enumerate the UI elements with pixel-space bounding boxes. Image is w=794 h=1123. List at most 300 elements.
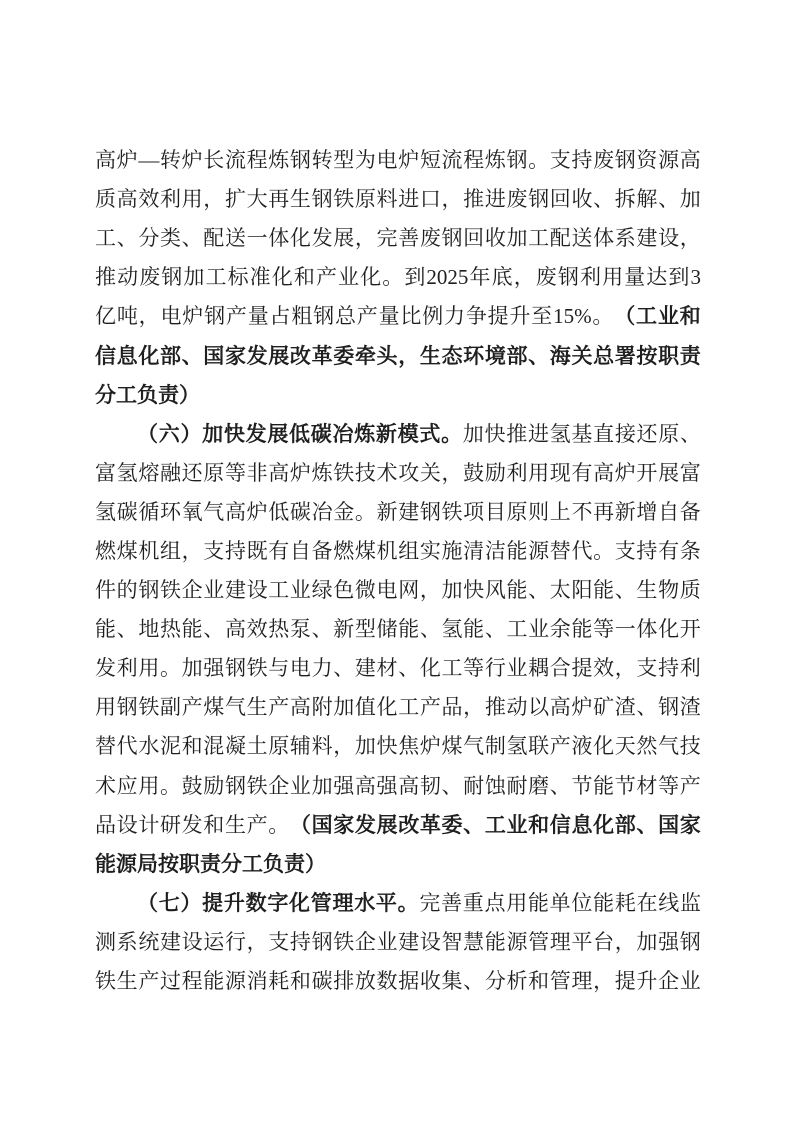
text-char: 机 bbox=[138, 538, 160, 563]
text-char: 用 bbox=[95, 695, 116, 720]
text-char: 加 bbox=[183, 265, 205, 290]
text-char: 强 bbox=[203, 656, 225, 681]
text-char: 废 bbox=[419, 226, 441, 251]
text-char: 气 bbox=[463, 734, 485, 759]
bold-text-char: 责 bbox=[284, 851, 305, 876]
text-char: 加 bbox=[181, 656, 203, 681]
text-char: 力 bbox=[444, 304, 465, 329]
text-char: ， bbox=[441, 460, 463, 485]
text-char: 产 bbox=[225, 304, 247, 329]
text-char: 收 bbox=[419, 969, 441, 994]
bold-text-char: 加 bbox=[202, 421, 224, 446]
text-char: 研 bbox=[159, 812, 181, 837]
bold-text-char: 发 bbox=[245, 421, 267, 446]
text-char: ， bbox=[593, 969, 615, 994]
text-char: 快 bbox=[463, 578, 485, 603]
text-line bbox=[95, 219, 701, 258]
text-char: 资 bbox=[636, 148, 658, 173]
text-char: ， bbox=[614, 929, 636, 954]
text-line bbox=[95, 180, 701, 219]
bold-text-char: 革 bbox=[419, 812, 441, 837]
text-char: 炼 bbox=[484, 148, 506, 173]
text-char: 热 bbox=[159, 617, 181, 642]
text-char: 口 bbox=[419, 187, 441, 212]
text-char: 铁 bbox=[333, 460, 355, 485]
text-char: 、 bbox=[593, 187, 615, 212]
text-char: 富 bbox=[95, 460, 116, 485]
text-char: 替 bbox=[549, 538, 571, 563]
text-char: 矿 bbox=[593, 695, 615, 720]
bold-text-char: ） bbox=[179, 382, 200, 407]
text-char: 行 bbox=[484, 656, 506, 681]
text-char: 氢 bbox=[441, 617, 463, 642]
text-char: 辅 bbox=[289, 734, 311, 759]
text-char: 的 bbox=[116, 578, 138, 603]
text-line bbox=[95, 649, 701, 688]
text-char: 位 bbox=[571, 890, 593, 915]
text-char: 则 bbox=[528, 499, 550, 524]
text-char: 自 bbox=[289, 538, 311, 563]
text-char: 台 bbox=[593, 929, 615, 954]
text-char: 升 bbox=[636, 969, 658, 994]
text-char: 进 bbox=[398, 187, 420, 212]
text-char: 、 bbox=[311, 617, 333, 642]
bold-text-char: 责 bbox=[158, 382, 179, 407]
text-char: 底 bbox=[491, 265, 513, 290]
text-char: 洁 bbox=[484, 538, 506, 563]
text-char: 效 bbox=[593, 656, 615, 681]
text-char: 炉 bbox=[614, 460, 636, 485]
text-char: 型 bbox=[333, 148, 355, 173]
text-char: 钢 bbox=[658, 695, 680, 720]
text-char: 提 bbox=[571, 656, 593, 681]
text-char: 配 bbox=[203, 226, 225, 251]
text-char: 送 bbox=[571, 226, 593, 251]
text-char: 高 bbox=[116, 187, 138, 212]
text-char: 建 bbox=[398, 929, 420, 954]
text-char: 推 bbox=[463, 187, 485, 212]
text-char: 制 bbox=[484, 734, 506, 759]
text-char: 动 bbox=[506, 695, 528, 720]
text-char: 源 bbox=[528, 538, 550, 563]
text-char: 收 bbox=[571, 187, 593, 212]
text-char: 工 bbox=[95, 226, 116, 251]
bold-text-char: 改 bbox=[398, 812, 420, 837]
text-char: 铁 bbox=[95, 969, 116, 994]
text-char: 持 bbox=[658, 656, 680, 681]
text-char: 程 bbox=[463, 148, 485, 173]
text-char: 直 bbox=[593, 421, 615, 446]
text-char: 力 bbox=[311, 656, 333, 681]
text-char: 氧 bbox=[181, 499, 203, 524]
bold-text-char: 头 bbox=[376, 343, 398, 368]
text-char: 现 bbox=[549, 460, 571, 485]
text-char: 产 bbox=[315, 265, 337, 290]
text-char: 既 bbox=[246, 538, 268, 563]
text-char: 利 bbox=[579, 265, 601, 290]
text-line bbox=[95, 845, 701, 884]
text-char: 焦 bbox=[398, 734, 420, 759]
text-char: 水 bbox=[138, 734, 160, 759]
text-char: 鼓 bbox=[181, 773, 203, 798]
bold-text-char: 部 bbox=[159, 343, 181, 368]
text-char: 建 bbox=[354, 656, 376, 681]
bold-text-char: 碳 bbox=[310, 421, 332, 446]
text-char: 凝 bbox=[224, 734, 246, 759]
text-char: 快 bbox=[484, 421, 506, 446]
text-char: 炼 bbox=[268, 148, 290, 173]
text-char: 用 bbox=[506, 890, 528, 915]
text-line bbox=[95, 454, 701, 493]
text-char: 鼓 bbox=[463, 460, 485, 485]
bold-text-char: 息 bbox=[116, 343, 138, 368]
text-char: 业 bbox=[203, 578, 225, 603]
bold-text-char: 提 bbox=[202, 890, 224, 915]
text-char: 气 bbox=[203, 499, 225, 524]
text-char: 炼 bbox=[311, 460, 333, 485]
text-char: 术 bbox=[95, 773, 116, 798]
text-char: 高 bbox=[289, 695, 311, 720]
text-char: 碳 bbox=[116, 499, 138, 524]
text-char: 混 bbox=[203, 734, 225, 759]
bold-text-char: 部 bbox=[506, 343, 528, 368]
text-char: 耦 bbox=[528, 656, 550, 681]
text-char: 体 bbox=[268, 226, 290, 251]
text-char: 15% bbox=[553, 304, 592, 329]
text-char: 比 bbox=[400, 304, 422, 329]
text-char: 煤 bbox=[116, 538, 138, 563]
document-text-block bbox=[95, 141, 701, 1001]
bold-text-char: 业 bbox=[506, 812, 528, 837]
text-char: 理 bbox=[549, 929, 571, 954]
text-char: 材 bbox=[376, 656, 398, 681]
text-char: 一 bbox=[246, 226, 268, 251]
text-char: 业 bbox=[338, 265, 360, 290]
text-char: 品 bbox=[95, 812, 116, 837]
text-char: 蚀 bbox=[484, 773, 506, 798]
text-char: 绿 bbox=[311, 578, 333, 603]
text-char: 条 bbox=[679, 538, 701, 563]
text-char: 短 bbox=[419, 148, 441, 173]
text-char: 行 bbox=[224, 929, 246, 954]
text-char: 、 bbox=[333, 656, 355, 681]
text-char: 技 bbox=[679, 734, 701, 759]
text-char: 到 bbox=[668, 265, 690, 290]
text-char: 和 bbox=[203, 812, 225, 837]
text-char: 还 bbox=[636, 421, 658, 446]
text-char: 工 bbox=[441, 656, 463, 681]
text-char: 韧 bbox=[419, 773, 441, 798]
text-char: 燃 bbox=[333, 538, 355, 563]
text-char: 回 bbox=[463, 226, 485, 251]
text-char: 、 bbox=[441, 773, 463, 798]
text-char: 、 bbox=[549, 773, 571, 798]
text-char: 完 bbox=[419, 890, 441, 915]
text-char: 料 bbox=[311, 734, 333, 759]
text-char: 融 bbox=[159, 460, 181, 485]
text-char: 发 bbox=[95, 656, 116, 681]
text-char: 一 bbox=[614, 617, 636, 642]
text-char: ， bbox=[463, 695, 485, 720]
bold-text-char: 信 bbox=[95, 343, 116, 368]
bold-text-char: （ bbox=[614, 304, 636, 329]
text-line bbox=[95, 297, 701, 336]
bold-text-char: 海 bbox=[549, 343, 571, 368]
text-char: 钢 bbox=[311, 929, 333, 954]
text-char: 工 bbox=[268, 578, 290, 603]
text-char: 为 bbox=[354, 148, 376, 173]
text-char: 等 bbox=[593, 617, 615, 642]
text-char: 自 bbox=[658, 499, 680, 524]
text-char: 支 bbox=[549, 148, 571, 173]
bold-text-char: 式 bbox=[419, 421, 441, 446]
text-char: 业 bbox=[679, 969, 701, 994]
text-char: 、 bbox=[116, 617, 138, 642]
text-char: 煤 bbox=[354, 538, 376, 563]
text-char: 炉 bbox=[116, 148, 138, 173]
bold-text-char: 家 bbox=[224, 343, 246, 368]
text-char: 生 bbox=[246, 695, 268, 720]
text-char: 支 bbox=[636, 656, 658, 681]
text-char: 持 bbox=[636, 538, 658, 563]
bold-text-char: 工 bbox=[636, 304, 657, 329]
text-char: 程 bbox=[246, 148, 268, 173]
text-char: 备 bbox=[679, 499, 701, 524]
bold-text-char: 能 bbox=[95, 851, 116, 876]
text-char: 耗 bbox=[268, 969, 290, 994]
bold-text-char: 总 bbox=[593, 343, 615, 368]
text-char: 送 bbox=[224, 226, 246, 251]
text-char: 体 bbox=[593, 226, 615, 251]
bold-text-char: 国 bbox=[203, 343, 225, 368]
text-char: 钢 bbox=[506, 148, 528, 173]
text-char: 量 bbox=[247, 304, 269, 329]
text-char: 源 bbox=[658, 148, 680, 173]
text-char: 化 bbox=[376, 695, 398, 720]
text-char: 能 bbox=[506, 538, 528, 563]
bold-text-char: 家 bbox=[333, 812, 355, 837]
text-char: 总 bbox=[334, 304, 356, 329]
text-char: 太 bbox=[549, 578, 571, 603]
bold-text-char: 关 bbox=[571, 343, 593, 368]
text-line bbox=[95, 532, 701, 571]
text-char: 生 bbox=[224, 812, 246, 837]
text-char: 实 bbox=[419, 538, 441, 563]
text-line bbox=[95, 610, 701, 649]
text-char: 产 bbox=[549, 734, 571, 759]
text-char: 回 bbox=[549, 187, 571, 212]
text-char: 加 bbox=[679, 187, 701, 212]
text-char: 耗 bbox=[614, 890, 636, 915]
text-char: 理 bbox=[571, 969, 593, 994]
text-char: 电 bbox=[376, 578, 398, 603]
text-char: 工 bbox=[398, 695, 420, 720]
text-line bbox=[95, 962, 701, 1001]
text-char: 、 bbox=[203, 617, 225, 642]
text-char: 量 bbox=[624, 265, 646, 290]
text-char: 型 bbox=[354, 617, 376, 642]
text-char: 。 bbox=[382, 265, 404, 290]
text-char: 、 bbox=[398, 656, 420, 681]
text-char: 利 bbox=[116, 656, 138, 681]
text-char: 件 bbox=[95, 578, 116, 603]
bold-text-char: 生 bbox=[419, 343, 441, 368]
text-char: 产 bbox=[246, 812, 268, 837]
text-char: 利 bbox=[506, 460, 528, 485]
bold-text-char: 平 bbox=[375, 890, 397, 915]
text-char: 设 bbox=[116, 812, 138, 837]
text-char: 等 bbox=[224, 460, 246, 485]
text-char: 原 bbox=[506, 499, 528, 524]
text-char: 数 bbox=[376, 969, 398, 994]
text-char: 泵 bbox=[289, 617, 311, 642]
text-char: 气 bbox=[224, 695, 246, 720]
text-char: 发 bbox=[311, 226, 333, 251]
text-char: 持 bbox=[224, 538, 246, 563]
text-char: 高 bbox=[549, 695, 571, 720]
bold-text-char: 环 bbox=[463, 343, 485, 368]
text-char: 关 bbox=[419, 460, 441, 485]
text-char: 钢 bbox=[116, 695, 138, 720]
text-char: 钢 bbox=[224, 656, 246, 681]
text-char: 支 bbox=[614, 538, 636, 563]
text-char: 善 bbox=[441, 890, 463, 915]
text-char: 拆 bbox=[614, 187, 636, 212]
bold-text-char: 、 bbox=[463, 812, 485, 837]
text-char: 计 bbox=[138, 812, 160, 837]
text-char: 持 bbox=[289, 929, 311, 954]
text-char: 代 bbox=[571, 538, 593, 563]
bold-text-char: 境 bbox=[484, 343, 506, 368]
text-char: 高 bbox=[224, 499, 246, 524]
text-char: — bbox=[138, 148, 160, 173]
bold-text-char: 职 bbox=[179, 851, 200, 876]
text-char: 。 bbox=[159, 773, 181, 798]
text-char: 、 bbox=[658, 187, 680, 212]
bold-text-char: 责 bbox=[679, 343, 701, 368]
bold-text-char: 源 bbox=[116, 851, 137, 876]
text-char: 企 bbox=[658, 969, 680, 994]
text-char: 效 bbox=[246, 617, 268, 642]
bold-text-char: 、 bbox=[636, 812, 658, 837]
text-char: 化 bbox=[658, 617, 680, 642]
text-char: 产 bbox=[181, 695, 203, 720]
text-char: 磨 bbox=[528, 773, 550, 798]
text-char: 能 bbox=[593, 773, 615, 798]
text-char: 液 bbox=[571, 734, 593, 759]
bold-text-char: 炼 bbox=[354, 421, 376, 446]
text-line bbox=[95, 923, 701, 962]
text-line bbox=[95, 884, 701, 923]
bold-text-char: 化 bbox=[593, 812, 615, 837]
text-char: 持 bbox=[571, 148, 593, 173]
text-char: 支 bbox=[203, 538, 225, 563]
text-char: 业 bbox=[528, 617, 550, 642]
bold-text-char: 发 bbox=[246, 343, 268, 368]
bold-text-char: 冶 bbox=[332, 421, 354, 446]
text-char: 展 bbox=[658, 460, 680, 485]
text-char: 线 bbox=[658, 890, 680, 915]
text-char: ， bbox=[419, 578, 441, 603]
text-char: 原 bbox=[658, 421, 680, 446]
text-char: 、 bbox=[463, 969, 485, 994]
text-char: 统 bbox=[138, 929, 160, 954]
text-char: 新 bbox=[333, 617, 355, 642]
text-char: 材 bbox=[636, 773, 658, 798]
text-char: 新 bbox=[614, 499, 636, 524]
text-char: 过 bbox=[159, 969, 181, 994]
text-char: 氢 bbox=[116, 460, 138, 485]
text-char: 还 bbox=[181, 460, 203, 485]
text-line bbox=[95, 767, 701, 806]
text-char: 集 bbox=[441, 969, 463, 994]
text-char: 升 bbox=[509, 304, 531, 329]
text-char: 有 bbox=[268, 538, 290, 563]
text-char: 励 bbox=[203, 773, 225, 798]
text-char: 上 bbox=[549, 499, 571, 524]
bold-text-char: 国 bbox=[311, 812, 333, 837]
text-char: 低 bbox=[268, 499, 290, 524]
text-char: 利 bbox=[679, 656, 701, 681]
text-line bbox=[95, 336, 701, 375]
bold-text-char: ， bbox=[398, 343, 420, 368]
text-char: 推 bbox=[484, 695, 506, 720]
text-char: 设 bbox=[658, 226, 680, 251]
bold-text-char: 信 bbox=[549, 812, 571, 837]
bold-text-char: ） bbox=[305, 851, 326, 876]
text-char: 电 bbox=[160, 304, 182, 329]
text-char: 铁 bbox=[333, 187, 355, 212]
text-char: 平 bbox=[571, 929, 593, 954]
text-char: 然 bbox=[636, 734, 658, 759]
text-char: 设 bbox=[419, 929, 441, 954]
text-char: 炉 bbox=[289, 460, 311, 485]
text-char: 再 bbox=[593, 499, 615, 524]
bold-text-char: 。 bbox=[397, 890, 419, 915]
text-char: 铁 bbox=[246, 656, 268, 681]
text-char: 例 bbox=[422, 304, 444, 329]
text-char: 网 bbox=[398, 578, 420, 603]
text-char: 气 bbox=[658, 734, 680, 759]
bold-text-char: 家 bbox=[679, 812, 701, 837]
text-char: 开 bbox=[636, 460, 658, 485]
text-char: 用 bbox=[138, 656, 160, 681]
text-char: 加 bbox=[636, 929, 658, 954]
text-char: 富 bbox=[679, 460, 701, 485]
text-char: 高 bbox=[398, 773, 420, 798]
text-char: 用 bbox=[602, 265, 624, 290]
bold-text-char: ） bbox=[180, 421, 202, 446]
text-char: 钢 bbox=[138, 578, 160, 603]
text-char: 、 bbox=[116, 226, 138, 251]
text-char: 煤 bbox=[203, 695, 225, 720]
text-char: 运 bbox=[203, 929, 225, 954]
text-char: 进 bbox=[527, 421, 549, 446]
text-char: 年 bbox=[469, 265, 491, 290]
text-char: 。 bbox=[592, 304, 614, 329]
text-char: 碳 bbox=[311, 969, 333, 994]
bold-text-char: 国 bbox=[658, 812, 680, 837]
text-char: 化 bbox=[593, 734, 615, 759]
text-char: 有 bbox=[658, 538, 680, 563]
bold-text-char: 牵 bbox=[354, 343, 376, 368]
text-char: 化 bbox=[289, 226, 311, 251]
bold-text-char: 息 bbox=[571, 812, 593, 837]
text-line bbox=[95, 727, 701, 766]
text-line bbox=[95, 571, 701, 610]
text-char: 转 bbox=[311, 148, 333, 173]
text-char: 渣 bbox=[614, 695, 636, 720]
